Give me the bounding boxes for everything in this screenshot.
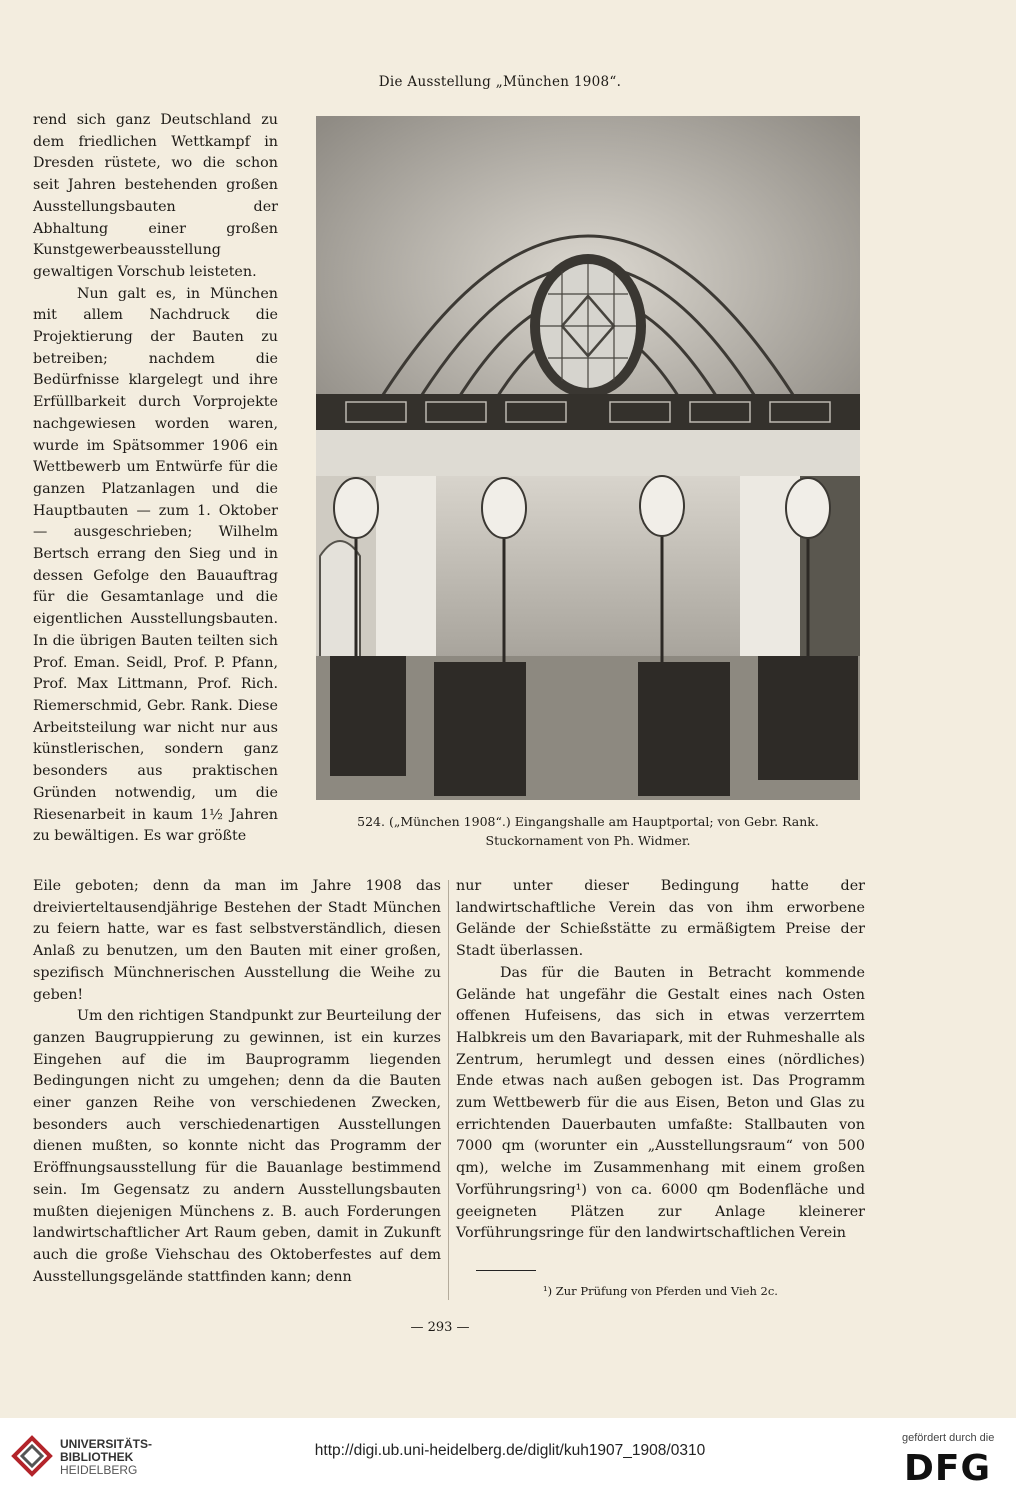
paragraph: Eile geboten; denn da man im Jahre 1908 das dreivierteltausendjährige Bestehen der Stadt München zu feiern hatte, war es fast selbstverständlich, diesen Anlaß zu benutzen, um den Bauten mit einer großen, spezifisch Münchnerischen Ausstellung die Weihe zu geben! [33,878,441,1003]
left-column-top [33,110,278,848]
photograph-entrance-hall [316,116,860,800]
footnote-rule [476,1270,536,1271]
funded-by-label: gefördert durch die [902,1432,995,1444]
paragraph: rend sich ganz Deutschland zu dem friedlichen Wettkampf in Dresden rüstete, wo die schon seit Jahren bestehenden großen Ausstellungsbauten der Abhaltung einer großen Kunstgewerbeausstellung gewaltigen Vorschub leisteten. [33,112,278,280]
page-number: — 293 — [410,1320,470,1335]
right-column [456,876,865,1245]
university-library-logo-icon [10,1432,54,1480]
dfg-logo: DFG [904,1448,992,1489]
permalink-url[interactable]: http://digi.ub.uni-heidelberg.de/diglit/kuh1907_1908/0310 [314,1442,706,1459]
viewer-footer [0,1418,1016,1498]
footnote: ¹) Zur Prüfung von Pferden und Vieh 2c. [543,1284,778,1298]
figure-caption [316,812,860,850]
entrance-hall-illustration [316,116,860,800]
library-line-1: UNIVERSITÄTS- [60,1437,153,1451]
left-column-bottom [33,876,441,1288]
paragraph: Nun galt es, in München mit allem Nachdruck die Projektierung der Bauten zu betreiben; nachdem die Bedürfnisse klargelegt und ihre Erfüllbarkeit durch Vorprojekte nachgewiesen worden waren, wurde im Spätsommer 1906 ein Wettbewerb um Entwürfe für die ganzen Platzanlagen und die Hauptbauten — zum 1. Oktober — ausgeschrieben; Wilhelm Bertsch errang den Sieg und in dessen Gefolge den Bauauftrag für die Gesamtanlage und die eigentlichen Ausstellungsbauten. In die übrigen Bauten teilten sich Prof. Eman. Seidl, Prof. P. Pfann, Prof. Max Littmann, Prof. Rich. Riemerschmid, Gebr. Rank. Diese Arbeitsteilung war nicht nur aus künstlerischen, sondern ganz besonders aus praktischen Gründen notwendig, um die Riesenarbeit in kaum 1½ Jahren zu bewältigen. Es war größte [33,285,278,845]
paragraph: Um den richtigen Standpunkt zur Beurteilung der ganzen Baugruppierung zu gewinnen, ist ein kurzes Eingehen auf die im Bauprogramm liegenden Bedingungen nicht zu umgehen; denn da die Bauten einer ganzen Reihe von verschiedenen Zwecken, besonders auch verschiedenartigen Ausstellungen dienen mußten, so konnte nicht das Programm der Eröffnungsausstellung für die Bauanlage bestimmend sein. Im Gegensatz zu andern Ausstellungsbauten mußten diejenigen Münchens z. B. auch Forderungen landwirtschaftlicher Art Raum geben, damit in Zukunft auch die große Viehschau des Oktoberfestes auf dem Ausstellungsgelände stattfinden kann; denn [33,1008,441,1285]
caption-line-2: Stuckornament von Ph. Widmer. [485,833,691,848]
library-line-2: BIBLIOTHEK [60,1450,134,1464]
paragraph: nur unter dieser Bedingung hatte der landwirtschaftliche Verein das von ihm erworbene Gelände der Schießstätte zu ermäßigtem Preise der Stadt überlassen. [456,878,865,960]
column-divider [448,880,449,1300]
caption-line-1: 524. („München 1908“.) Eingangshalle am Hauptportal; von Gebr. Rank. [357,814,819,829]
library-name [60,1438,152,1477]
library-line-3: HEIDELBERG [60,1463,138,1477]
paragraph: Das für die Bauten in Betracht kommende Gelände hat ungefähr die Gestalt eines nach Osten offenen Hufeisens, das sich in etwas verzerrtem Halbkreis um den Bavariapark, mit der Ruhmeshalle als Zentrum, herumlegt und dessen eines (nördliches) Ende etwas nach außen gebogen ist. Das Programm zum Wettbewerb für die aus Eisen, Beton und Glas zu errichtenden Dauerbauten umfaßte: Stallbauten von 7000 qm (worunter ein „Ausstellungsraum“ von 500 qm), welche im Zusammenhang mit einem großen Vorführungsring¹) von ca. 6000 qm Bodenfläche und geeigneten Plätzen zur Anlage kleinerer Vorführungsringe für den landwirtschaftlichen Verein [456,964,865,1242]
running-head: Die Ausstellung „München 1908“. [378,74,622,90]
